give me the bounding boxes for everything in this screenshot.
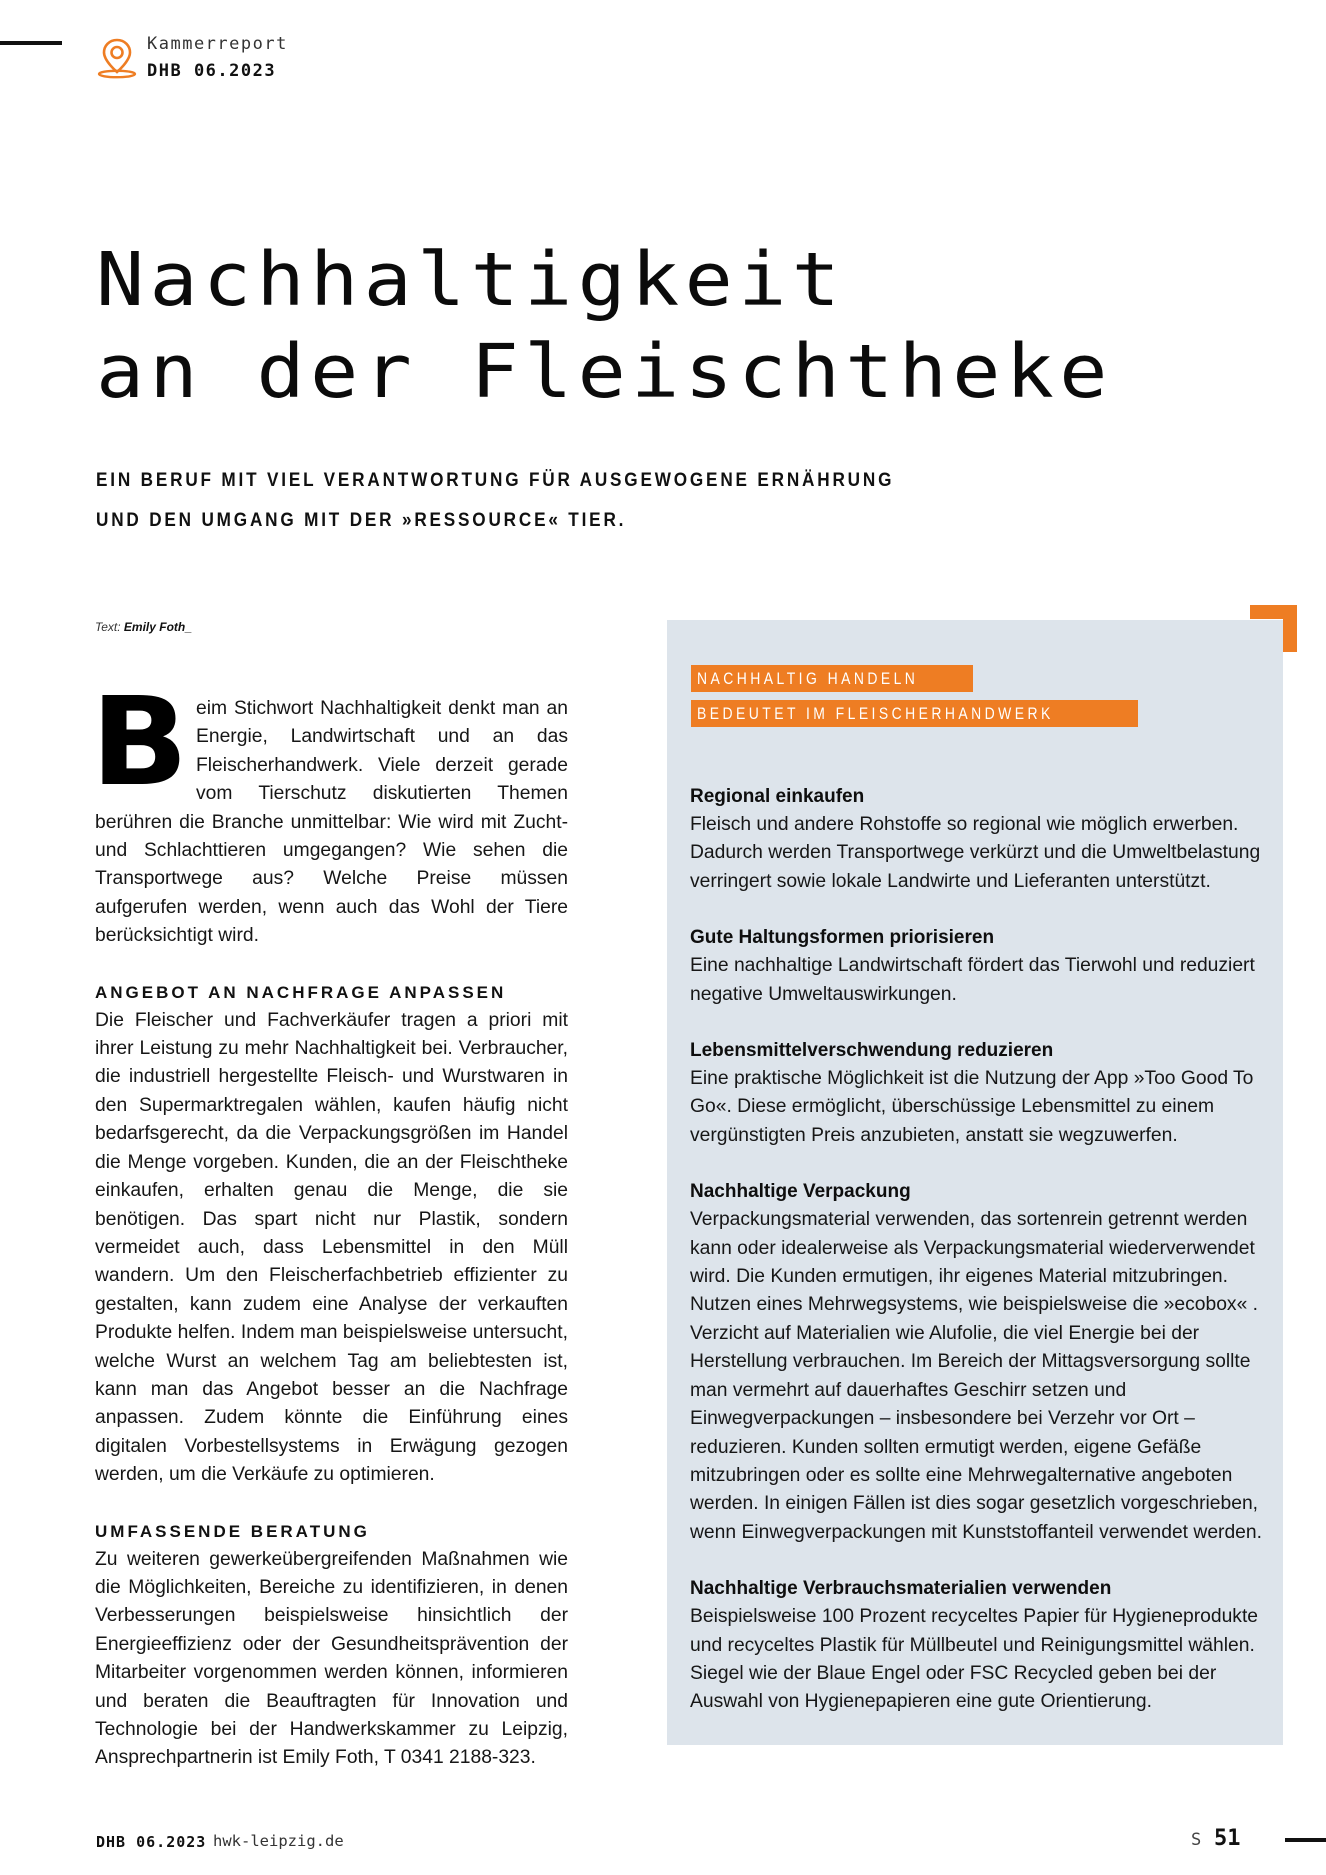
list-item — [690, 1178, 1290, 1547]
title-line-2: an der Fleischtheke — [96, 329, 1113, 415]
section-heading-2: UMFASSENDE BERATUNG — [95, 1521, 370, 1541]
page-prefix: S — [1191, 1830, 1202, 1850]
section-label: Kammerreport — [147, 34, 288, 54]
section-text-1: Die Fleischer und Fachverkäufer tragen a priori mit ihrer Leistung zu mehr Nachhaltigkeit bei. Verbraucher, die industriell hergestellte Fleisch- und Wurstwaren in den Supermarktregalen wählen, kaufen häufig nicht bedarfsgerecht, da die Verpackungsgrößen im Handel die Menge vorgeben. Kunden, die an der Fleischtheke einkaufen, erhalten genau die Menge, die sie benötigen. Das spart nicht nur Plastik, sondern vermeidet auch, dass Lebensmittel in den Müll wandern. Um den Fleischerfachbetrieb effizienter zu gestalten, kann zudem eine Analyse der verkauften Produkte helfen. Indem man beispielsweise untersucht, welche Wurst an welchem Tag am beliebtesten ist, kann man das Angebot besser an die Nachfrage anpassen. Zudem könnte die Einführung eines digitalen Vorbestellsystems in Erwägung gezogen werden, um die Verkäufe zu optimieren. — [95, 1009, 568, 1486]
item-title: Nachhaltige Verpackung — [690, 1181, 911, 1203]
subtitle-line-2: UND DEN UMGANG MIT DER »RESSOURCE« TIER. — [96, 509, 627, 531]
list-item — [690, 1037, 1290, 1150]
box-tag-line-1: NACHHALTIG HANDELN — [691, 665, 973, 692]
section-heading-1: ANGEBOT AN NACHFRAGE ANPASSEN — [95, 982, 507, 1002]
list-item — [690, 924, 1290, 1009]
list-item — [690, 783, 1290, 896]
info-box-list — [690, 783, 1290, 1745]
intro-paragraph — [90, 671, 568, 951]
intro-text: eim Stichwort Nachhaltigkeit denkt man an Energie, Landwirtschaft und an das Fleischerhandwerk. Viele derzeit gerade vom Tierschutz diskutierten Themen berühren die Branche unmittelbar: Wie wird mit Zucht- und Schlachttieren umgegangen? Wie sehen die Transportwege aus? Welche Preise müssen aufgerufen werden, wenn auch das Wohl der Tiere berücksichtigt wird. — [95, 698, 568, 947]
box-tag-line-2: BEDEUTET IM FLEISCHERHANDWERK — [691, 700, 1138, 727]
drop-cap: B — [90, 671, 189, 813]
footer-website-link[interactable]: hwk-leipzig.de — [213, 1832, 344, 1850]
byline — [95, 620, 192, 634]
item-title: Nachhaltige Verbrauchsmaterialien verwenden — [690, 1578, 1112, 1600]
item-text: Eine praktische Möglichkeit ist die Nutzung der App »Too Good To Go«. Diese ermöglicht, überschüssige Lebensmittel zu einem vergünstigten Preis anzubieten, anstatt sie wegzuwerfen. — [690, 1068, 1254, 1146]
footer-issue: DHB 06.2023 — [96, 1833, 207, 1851]
byline-label: Text: — [95, 620, 121, 634]
article-body — [90, 671, 568, 1773]
location-pin-icon — [96, 36, 138, 80]
section-text-2: Zu weiteren gewerkeübergreifenden Maßnahmen wie die Möglichkeiten, Bereiche zu identifizieren, in denen Verbesserungen beispielsweise hinsichtlich der Energieeffizienz oder der Gesundheitsprävention der Mitarbeiter vorgenommen werden können, informieren und beraten die Beauftragten für Innovation und Technologie bei der Handwerkskammer zu Leipzig, Ansprechpartnerin ist Emily Foth, T 0341 2188-323. — [95, 1548, 568, 1769]
item-text: Fleisch und andere Rohstoffe so regional wie möglich erwerben. Dadurch werden Transportwege verkürzt und die Umweltbelastung verringert sowie lokale Landwirte und Lieferanten unterstützt. — [690, 814, 1261, 892]
issue-label: DHB 06.2023 — [147, 61, 277, 81]
corner-bracket-vertical — [1283, 605, 1297, 652]
header-rule-left — [0, 41, 62, 45]
subtitle — [96, 460, 941, 540]
item-text: Beispielsweise 100 Prozent recyceltes Papier für Hygieneprodukte und recyceltes Plastik für Müllbeutel und Reinigungsmittel wählen. Siegel wie der Blaue Engel oder FSC Recycled geben bei der Auswahl von Hygienepapieren eine gute Orientierung. — [690, 1606, 1259, 1713]
subtitle-line-1: EIN BERUF MIT VIEL VERANTWORTUNG FÜR AUSGEWOGENE ERNÄHRUNG — [96, 469, 895, 491]
page-title — [96, 234, 1113, 418]
item-title: Gute Haltungsformen priorisieren — [690, 927, 995, 949]
item-title: Regional einkaufen — [690, 786, 865, 807]
item-title: Lebensmittelverschwendung reduzieren — [690, 1040, 1054, 1062]
byline-author: Emily Foth_ — [123, 620, 192, 634]
title-line-1: Nachhaltigkeit — [96, 237, 846, 323]
footer-rule-right — [1285, 1838, 1326, 1842]
item-text: Verpackungsmaterial verwenden, das sortenrein getrennt werden kann oder idealerweise als Verpackungsmaterial wiederverwendet wird. Die Kunden ermutigen, ihr eigenes Material mitzubringen. Nutzen eines Mehrwegsystems, wie beispielsweise die »ecobox« . Verzicht auf Materialien wie Alufolie, die viel Energie bei der Herstellung verbrauchen. Im Bereich der Mittagsversorgung sollte man vermehrt auf dauerhaftes Geschirr setzen und Einwegverpackungen – insbesondere bei Verzehr vor Ort – reduzieren. Kunden sollten ermutigt werden, eigene Gefäße mitzubringen oder es sollte eine Mehrwegalternative angeboten werden. In einigen Fällen ist dies sogar gesetzlich vorgeschrieben, wenn Einwegverpackungen mit Kunststoffanteil verwendet werden. — [690, 1209, 1262, 1543]
item-text: Eine nachhaltige Landwirtschaft fördert das Tierwohl und reduziert negative Umweltauswirkungen. — [690, 955, 1255, 1005]
list-item — [690, 1575, 1290, 1717]
page-number: 51 — [1214, 1826, 1241, 1851]
